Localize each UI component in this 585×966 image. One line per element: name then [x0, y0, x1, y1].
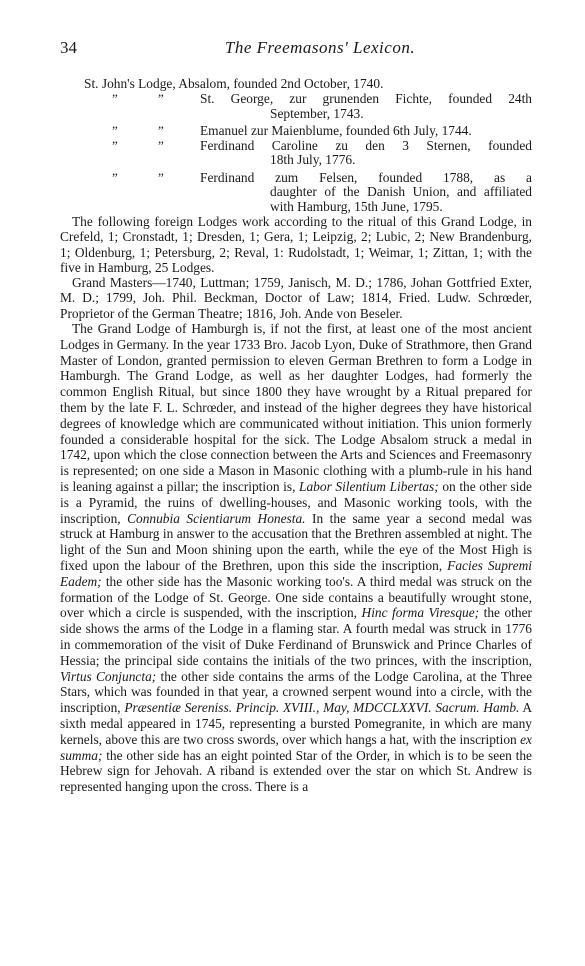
grand-masters-paragraph: Grand Masters—1740, Luttman; 1759, Janisch, M. D.; 1786, Johan Gottfried Exter, M. D.; 1799, Joh. Phil. Beckman, Doctor of Law; 1814, Fried. Ludw. Schrœder, Proprietor of the German Theatre; 1816, Joh. Ande von Beseler.	[60, 275, 532, 321]
lodge-line: daughter of the Danish Union, and affiliated	[270, 184, 532, 199]
latin-inscription: Præsentiæ Sereniss. Princip. XVIII., May, MDCCLXXVI. Sacrum. Hamb.	[124, 700, 520, 716]
page-header	[60, 38, 540, 64]
lodge-entry	[60, 171, 532, 215]
text-run: The Grand Lodge of Hamburgh is, if not the first, at least one of the most ancient Lodges in Germany. In the year 1733 Bro. Jacob Lyon, Duke of Strathmore, then Grand Master of London, granted permission to eleven German Brethren to form a Lodge in Hamburgh. The Grand Lodge, as well as her daughter Lodges, had formerly the common English Ritual, but since 1800 they have wrought by a Ritual prepared for them by the late F. L. Schrœder, and instead of the higher degrees they have historical degrees of knowledge which are communicated without initiation. This union formerly founded a considerable hospital for the sick. The Lodge Absalom struck a medal in 1742, upon which the close connection between the Arts and Sciences and Freemasonry is represented; on one side a Mason in Masonic clothing with a plumb-rule in his hand is leaning against a pillar; the inscription is,	[60, 321, 532, 495]
text-run: the other side has the Masonic working too's. A third medal was struck on the formation of the Lodge of St. George. One side contains a beautifully wrought stone, over which a circle is suspended, with the inscription,	[60, 573, 532, 621]
latin-inscription: Connubia Scientiarum Honesta.	[127, 510, 306, 526]
lodge-entry	[60, 124, 532, 139]
latin-inscription: Hinc forma Viresque;	[361, 605, 480, 621]
lodge-line: with Hamburg, 15th June, 1795.	[270, 198, 443, 214]
ditto-mark: ”	[112, 91, 118, 106]
ditto-mark: ”	[158, 137, 164, 153]
page-number: 34	[60, 38, 77, 57]
running-title: The Freemasons' Lexicon.	[224, 38, 416, 57]
latin-inscription: ex summa;	[60, 731, 532, 763]
lodge-line: Ferdinand Caroline zu den 3 Sternen, founded	[200, 137, 532, 153]
grand-lodge-history-paragraph	[60, 321, 532, 795]
text-run: In the same year a second medal was struck at Hamburg in answer to the accusation that the Brethren assembled at night. The light of the Sun and Moon shining upon the earth, while the eye of the Most High is fixed upon the labour of the Brethren, upon this side the inscription,	[60, 510, 532, 574]
latin-inscription: Virtus Conjuncta;	[60, 668, 157, 684]
lodge-line: Ferdinand zum Felsen, founded 1788, as a	[200, 169, 532, 185]
text-run: on the other side is a Pyramid, the ruins of dwelling-houses, and Masonic working tools, with the inscription,	[60, 479, 532, 526]
text-run: A sixth medal appeared in 1745, representing a bursted Pomegranite, in which are many kernels, above this are two cross swords, over which hangs a hat, with the inscription	[60, 700, 532, 747]
ditto-mark: ”	[112, 169, 118, 185]
ditto-mark: ”	[158, 91, 164, 106]
latin-inscription: Facies Supremi Eadem;	[60, 558, 532, 589]
ditto-mark: ”	[158, 123, 164, 138]
lodge-line: St. George, zur grunenden Fichte, founded 24th	[200, 91, 532, 106]
lodge-entry-absalom: St. John's Lodge, Absalom, founded 2nd October, 1740.	[84, 76, 384, 91]
lodge-entry	[60, 92, 532, 121]
page-body	[60, 76, 532, 795]
text-run: the other side shows the arms of the Lodge in a flaming star. A fourth medal was struck in 1776 in commemoration of the visit of Duke Ferdinand of Brunswick and Prince Charles of Hessia; the principal side contains the initials of the two princes, with the inscription,	[60, 605, 532, 668]
lodge-line: Emanuel zur Maienblume, founded 6th July, 1744.	[200, 123, 472, 138]
text-run: the other side has an eight pointed Star of the Order, in which is to be seen the Hebrew sign for Jehovah. A riband is extended over the star on which St. Andrew is represented hanging upon the cross. There is a	[60, 747, 532, 795]
ditto-mark: ”	[112, 137, 118, 153]
lodge-line: September, 1743.	[270, 105, 364, 121]
ditto-mark: ”	[112, 123, 118, 138]
text-run: the other side contains the arms of the Lodge Carolina, at the Three Stars, which was founded in that year, a crowned serpent wound into a circle, with the inscription,	[60, 668, 533, 716]
latin-inscription: Labor Silentium Libertas;	[299, 479, 439, 495]
ditto-mark: ”	[158, 169, 164, 185]
lodge-entry	[60, 139, 532, 168]
lodge-line: 18th July, 1776.	[270, 152, 356, 167]
foreign-lodges-paragraph: The following foreign Lodges work according to the ritual of this Grand Lodge, in Crefeld, 1; Cronstadt, 1; Dresden, 1; Gera, 1; Leipzig, 2; Lubic, 2; New Brandenburg, 1; Oldenburg, 1; Petersburg, 2; Reval, 1: Rudolstadt, 1; Weimar, 1; Zittan, 1; with the five in Hamburg, 25 Lodges.	[60, 214, 532, 275]
